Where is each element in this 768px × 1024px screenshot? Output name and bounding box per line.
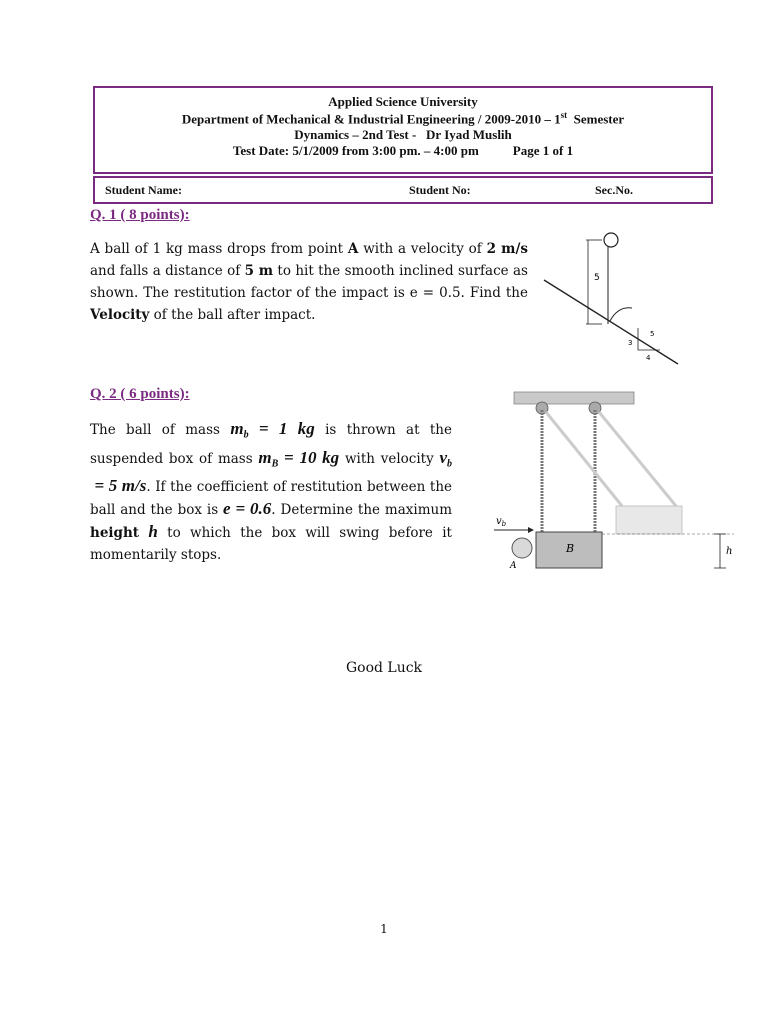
svg-text:4: 4 <box>646 354 651 362</box>
velocity-label: $v_b$ <box>496 516 507 528</box>
page-info: Page 1 of 1 <box>512 143 574 158</box>
header-box <box>93 86 713 174</box>
rebound-path <box>610 308 632 321</box>
section-no-label: Sec.No. <box>595 183 633 197</box>
box-label: B <box>566 542 575 555</box>
ball-label: A <box>510 561 517 571</box>
student-info-box <box>93 176 713 204</box>
page-number: 1 <box>380 922 388 936</box>
q2-text: The ball of mass $m_b = 1$ kg is thrown at the suspended box of mass $m_B = 10$ kg with velocity $v_b = 5$ m/s. If the coefficient of restitution between the ball and the box is e = 0.6. Determine the maximum height h to which the box will swing before it momentarily stops. <box>90 419 453 564</box>
test-date: Test Date: 5/1/2009 from 3:00 pm. – 4:00 pm <box>232 143 479 158</box>
inclined-surface <box>544 280 678 364</box>
semester-suffix: Semester <box>567 111 625 127</box>
svg-text:3: 3 <box>628 339 633 347</box>
ball-a-icon <box>512 538 532 558</box>
arrowhead-icon <box>528 527 534 533</box>
university-name: Applied Science University <box>328 94 478 109</box>
student-no-label: Student No: <box>409 183 471 197</box>
q2-figure <box>484 380 742 576</box>
department-line <box>95 110 711 127</box>
good-luck-text: Good Luck <box>345 660 423 676</box>
semester-superscript: st <box>560 110 568 120</box>
student-name-label: Student Name: <box>105 183 182 197</box>
height-label: h <box>726 546 733 557</box>
slope-triangle <box>638 328 660 350</box>
course-line: Dynamics – 2nd Test - Dr Iyad Muslih <box>294 127 512 142</box>
svg-text:5: 5 <box>650 330 655 338</box>
q1-title: Q. 1 ( 8 points): <box>90 207 190 223</box>
height-label: 5 <box>594 273 600 283</box>
q1-figure <box>540 228 688 374</box>
date-line <box>95 143 711 159</box>
q2-title: Q. 2 ( 6 points): <box>90 386 190 402</box>
ball-icon <box>604 233 618 247</box>
box-swung-outline <box>616 506 682 534</box>
q1-text: A ball of 1 kg mass drops from point A with a velocity of 2 m/s and falls a distance of 5 m to hit the smooth inclined surface as shown. The restitution factor of the impact is e = 0.5. Find the Velocity of the ball after impact. <box>90 241 528 323</box>
ceiling-support <box>514 392 634 404</box>
department-text: Department of Mechanical & Industrial Engineering / 2009-2010 – 1 <box>181 111 561 127</box>
